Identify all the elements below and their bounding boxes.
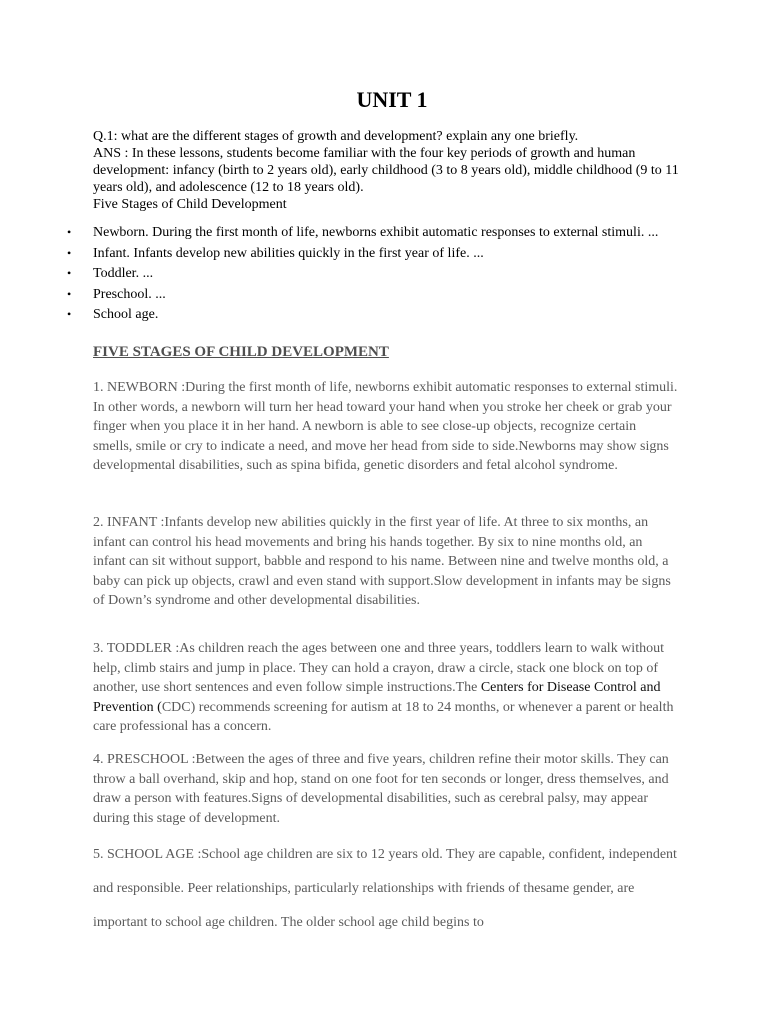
answer-text: ANS : In these lessons, students become familiar with the four key periods of growth and human development: infancy (birth to 2 years old), early childhood (3 to 8 years old), middle childhood (9 to 11 years old), and adolescence (12 to 18 years old). <box>93 146 679 195</box>
question-text: Q.1: what are the different stages of growth and development? explain any one briefly. <box>93 129 579 144</box>
toddler-text: 3. TODDLER :As children reach the ages between one and three years, toddlers learn to walk without help, climb stairs and jump in place. They can hold a crayon, draw a circle, stack one block on top of another, use short sentences and even follow simple instructions.The <box>93 641 664 695</box>
infant-paragraph: 2. INFANT :Infants develop new abilities quickly in the first year of life. At three to six months, an infant can control his head movements and bring his hands together. By six to nine months old, an infant can sit without support, babble and respond to his name. Between nine and twelve months old, a baby can pick up objects, crawl and even stand with support.Slow development in infants may be signs of Down’s syndrome and other developmental disabilities. <box>93 515 671 608</box>
page-title: UNIT 1 <box>356 87 428 112</box>
toddler-text-end: CDC) recommends screening for autism at 18 to 24 months, or whenever a parent or health care professional has a concern. <box>93 699 674 734</box>
intro-block <box>93 128 693 213</box>
list-item: • Toddler. ... <box>0 265 673 282</box>
cdc-link[interactable]: Centers for Disease Control and Prevention ( <box>93 680 661 715</box>
newborn-paragraph: 1. NEWBORN :During the first month of life, newborns exhibit automatic responses to external stimuli. In other words, a newborn will turn her head toward your hand when you stroke her cheek or grab your finger when you place it in her hand. A newborn is able to see close-up objects, recognize certain smells, smile or cry to indicate a need, and move her head from side to side.Newborns may show signs developmental disabilities, such as spina bifida, genetic disorders and fetal alcohol syndrome. <box>93 380 678 473</box>
preschool-paragraph: 4. PRESCHOOL :Between the ages of three and five years, children refine their motor skills. They can throw a ball overhand, skip and hop, stand on one foot for ten seconds or longer, dress themselves, and draw a person with features.Signs of developmental disabilities, such as cerebral palsy, may appear during this stage of development. <box>93 752 669 826</box>
list-item: • Preschool. ... <box>0 286 673 303</box>
toddler-paragraph <box>93 639 678 737</box>
list-item: • Newborn. During the first month of life, newborns exhibit automatic responses to external stimuli. ... <box>0 224 673 241</box>
stages-list <box>0 224 768 327</box>
school-age-paragraph: 5. SCHOOL AGE :School age children are six to 12 years old. They are capable, confident, independent and responsible. Peer relationships, particularly relationships with friends of thesame gender, are important to school age children. The older school age child begins to <box>93 847 677 930</box>
stages-subheading: Five Stages of Child Development <box>93 197 287 212</box>
list-item: • Infant. Infants develop new abilities quickly in the first year of life. ... <box>0 245 673 262</box>
section-heading: FIVE STAGES OF CHILD DEVELOPMENT <box>93 344 389 360</box>
list-item: • School age. <box>0 306 673 323</box>
